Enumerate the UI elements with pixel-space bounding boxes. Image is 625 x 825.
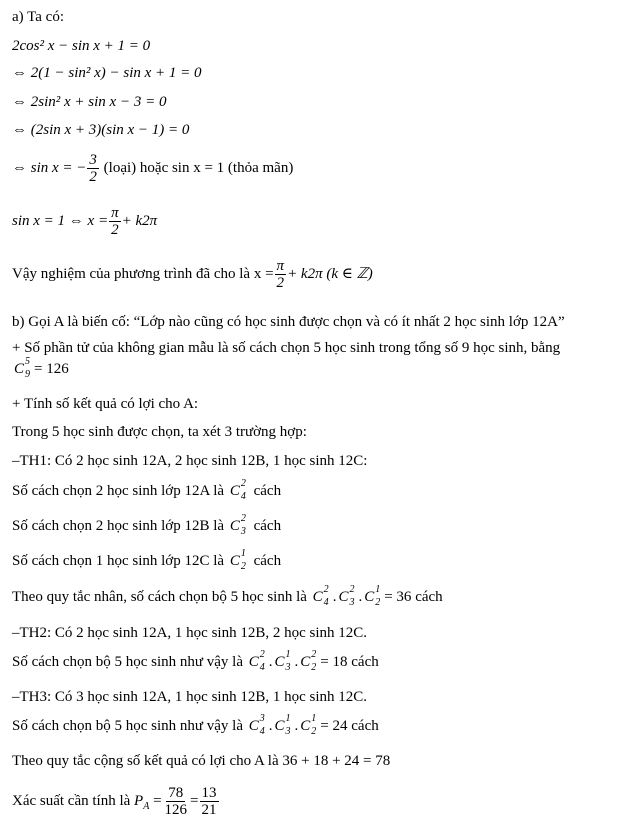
case2-product: Số cách chọn bộ 5 học sinh như vậy là C 2 4 . C 1 3 . C 2 2 = 18 cách [12,649,379,673]
fraction-13-21: $\frac{13}{21}$ [201,785,217,818]
eq-line-1: 2cos² x − sin x + 1 = 0 [12,38,151,54]
eq-line-6: sin x = 1 ⇔ x = $\frac{\pi}{2}$ + k2π [12,205,158,238]
sum-rule-line: Theo quy tắc cộng số kết quả có lợi cho A là 36 + 18 + 24 = 78 [12,753,391,769]
part-a-heading: a) Ta có: [12,9,64,25]
fraction-3-2: $\frac{3}{2}$ [89,152,97,185]
case1-line-12a: Số cách chọn 2 học sinh lớp 12A là C 2 4 cách [12,478,282,502]
case2-heading: –TH2: Có 2 học sinh 12A, 1 học sinh 12B, 2 học sinh 12C. [12,625,367,641]
eq-line-5 [12,152,293,185]
part-b-heading: b) Gọi A là biến cố: “Lớp nào cũng có học sinh được chọn và có ít nhất 2 học sinh lớp 12A” [12,314,565,330]
sample-space-value: C 5 9 = 126 [14,356,69,380]
case1-line-12c: Số cách chọn 1 học sinh lớp 12C là C 1 2 cách [12,548,282,572]
eq-line-3: ⇔ 2sin² x + sin x − 3 = 0 [12,94,167,110]
probability-line: Xác suất cần tính là $P_A$ = $\frac{78}{126}$ = $\frac{13}{21}$ [12,785,217,818]
fraction-pi-2-b: $\frac{\pi}{2}$ [276,258,285,291]
fraction-pi-2: $\frac{\pi}{2}$ [111,205,119,238]
favorable-heading: + Tính số kết quả có lợi cho A: [12,396,199,412]
eq-line-2: ⇔ 2(1 − sin² x) − sin x + 1 = 0 [12,65,202,81]
case3-heading: –TH3: Có 3 học sinh 12A, 1 học sinh 12B, 1 học sinh 12C. [12,689,367,705]
case1-product: Theo quy tắc nhân, số cách chọn bộ 5 học sinh là C 2 4 . C 2 3 . C 1 2 = 36 cách [12,584,443,608]
case1-line-12b: Số cách chọn 2 học sinh lớp 12B là C 2 3 cách [12,513,282,537]
fraction-78-126: $\frac{78}{126}$ [164,785,188,818]
solution-line: Vậy nghiệm của phương trình đã cho là x = $\frac{\pi}{2}$ + k2π (k ∈ ℤ) [12,258,373,291]
sample-space-line: + Số phần tử của không gian mẫu là số cách chọn 5 học sinh trong tổng số 9 học sinh, bằng [12,340,561,356]
cases-intro: Trong 5 học sinh được chọn, ta xét 3 trường hợp: [12,424,307,440]
case3-product: Số cách chọn bộ 5 học sinh như vậy là C 3 4 . C 1 3 . C 1 2 = 24 cách [12,713,379,737]
eq5-rhs: (loại) hoặc sin x = 1 (thỏa mãn) [99,159,294,176]
case1-heading: –TH1: Có 2 học sinh 12A, 2 học sinh 12B, 1 học sinh 12C: [12,453,368,469]
eq-line-4: ⇔ (2sin x + 3)(sin x − 1) = 0 [12,122,190,138]
eq5-lhs: ⇔ sin x = − [12,159,87,176]
